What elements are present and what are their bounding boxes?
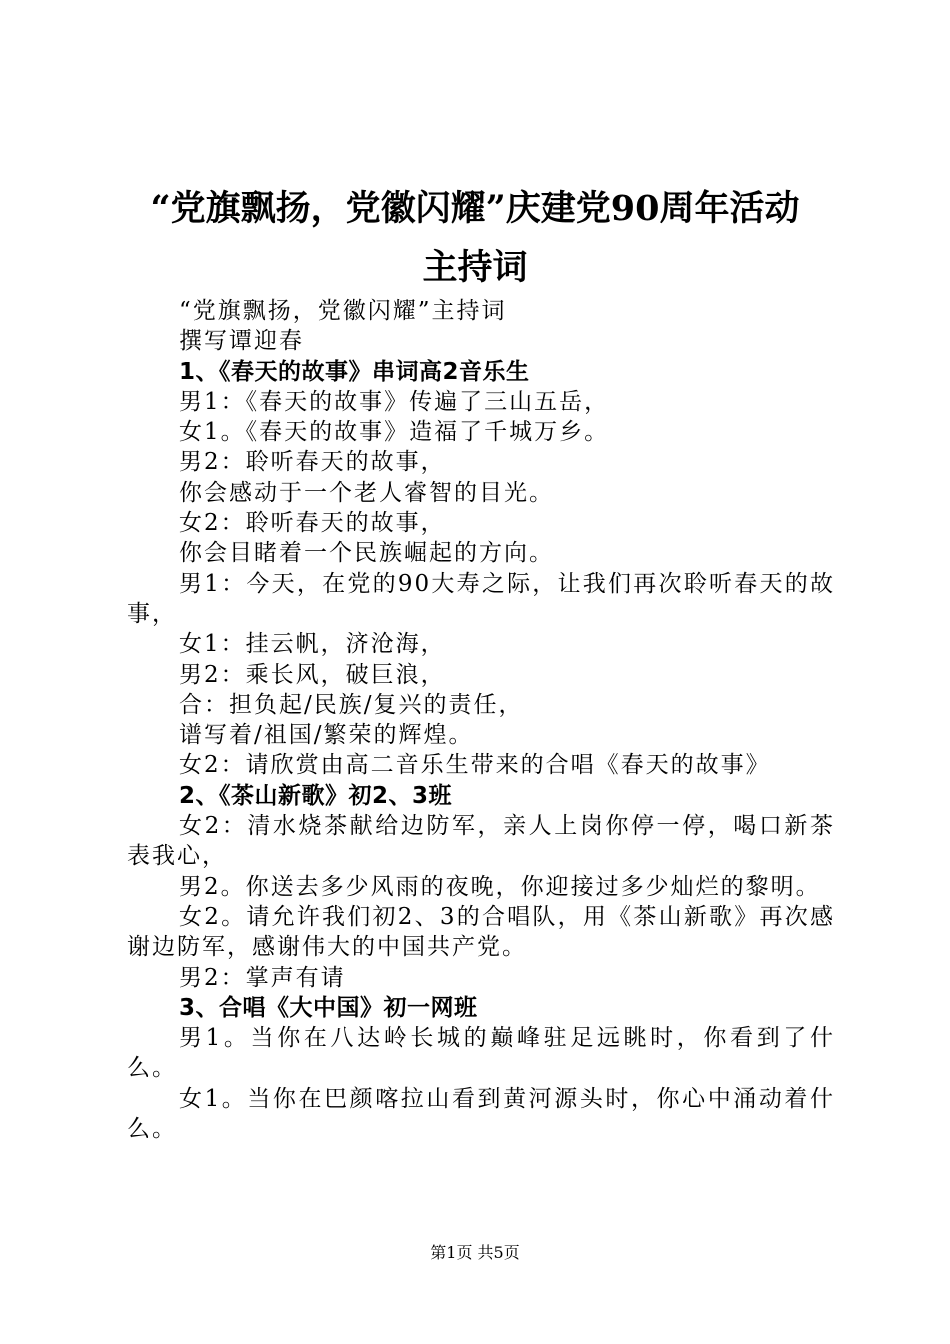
body-paragraph: 女2：清水烧茶献给边防军，亲人上岗你停一停，喝口新茶表我心，	[127, 813, 835, 870]
body-paragraph: 女1。《春天的故事》造福了千城万乡。	[179, 419, 610, 446]
body-paragraph: 女2：请欣赏由高二音乐生带来的合唱《春天的故事》	[179, 752, 771, 779]
body-paragraph: 女2：聆听春天的故事，	[179, 510, 446, 537]
section-heading: 3、合唱《大中国》初一网班	[179, 994, 478, 1021]
body-paragraph: 男1：今天，在党的90大寿之际，让我们再次聆听春天的故事，	[127, 570, 835, 627]
page-footer: 第1页 共5页	[430, 1243, 520, 1262]
body-paragraph: 男2：聆听春天的故事，	[179, 449, 446, 476]
body-paragraph: 你会目睹着一个民族崛起的方向。	[179, 540, 554, 567]
body-paragraph: 撰写谭迎春	[179, 328, 304, 355]
document-body	[127, 296, 835, 1144]
body-paragraph: 你会感动于一个老人睿智的目光。	[179, 479, 554, 506]
body-paragraph: 女1。当你在巴颜喀拉山看到黄河源头时，你心中涌动着什么。	[127, 1085, 835, 1143]
section-heading: 1、《春天的故事》串词高2音乐生	[179, 358, 530, 385]
body-paragraph: 男2。你送去多少风雨的夜晚，你迎接过多少灿烂的黎明。	[179, 873, 821, 900]
section-heading: 2、《茶山新歌》初2、3班	[179, 782, 453, 809]
body-paragraph: 男1：《春天的故事》传遍了三山五岳，	[179, 388, 610, 415]
body-paragraph: 谱写着/祖国/繁荣的辉煌。	[179, 722, 474, 749]
document-title-line-2: 主持词	[422, 247, 528, 288]
body-paragraph: 男1。当你在八达岭长城的巅峰驻足远眺时，你看到了什么。	[127, 1025, 835, 1082]
body-paragraph: 女1：挂云帆，济沧海，	[179, 631, 446, 658]
body-paragraph: “党旗飘扬，党徽闪耀”主持词	[179, 298, 507, 324]
body-paragraph: 男2：掌声有请	[179, 964, 346, 991]
body-paragraph: 合：担负起/民族/复兴的责任，	[179, 691, 524, 718]
body-paragraph: 女2。请允许我们初2、3的合唱队，用《茶山新歌》再次感谢边防军，感谢伟大的中国共产党。	[127, 903, 835, 961]
body-paragraph: 男2：乘长风，破巨浪，	[179, 661, 446, 688]
document-title-line-1: “党旗飘扬，党徽闪耀”庆建党90周年活动	[150, 188, 800, 229]
